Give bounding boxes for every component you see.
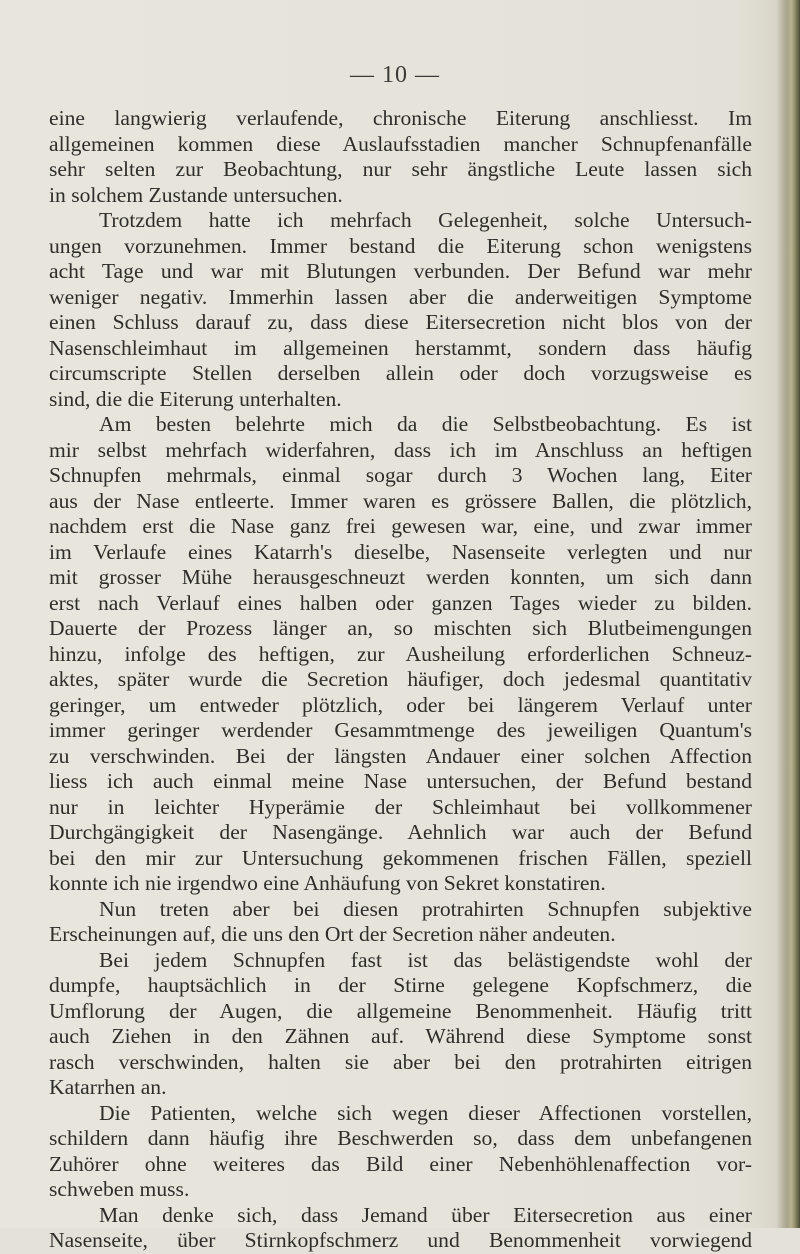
text-line: sind, die die Eiterung unterhalten.	[49, 386, 342, 411]
text-line: rasch verschwinden, halten sie aber bei den protrahirten eitrigen	[49, 1049, 752, 1074]
text-line: ungen vorzunehmen. Immer bestand die Eiterung schon wenigstens	[49, 233, 752, 258]
text-line: circumscripte Stellen derselben allein oder doch vorzugsweise es	[49, 361, 752, 385]
text-line: Erscheinungen auf, die uns den Ort der Secretion näher andeuten.	[49, 922, 616, 946]
text-line: bei den mir zur Untersuchung gekommenen frischen Fällen, speziell	[49, 845, 752, 870]
text-line: Umflorung der Augen, die allgemeine Benommenheit. Häufig tritt	[49, 998, 752, 1023]
text-line: schweben muss.	[49, 1177, 190, 1201]
text-line: immer geringer werdender Gesammtmenge des jeweiligen Quantum's	[49, 718, 752, 742]
text-line: sehr selten zur Beobachtung, nur sehr ängstliche Leute lassen sich	[49, 157, 752, 181]
text-line: Bei jedem Schnupfen fast ist das belästigendste wohl der	[99, 947, 752, 972]
text-line: Durchgängigkeit der Nasengänge. Aehnlich war auch der Befund	[49, 820, 752, 844]
text-line: Nun treten aber bei diesen protrahirten Schnupfen subjektive	[99, 896, 752, 921]
text-line: nur in leichter Hyperämie der Schleimhaut bei vollkommener	[49, 794, 752, 819]
page-edge-shadow	[786, 0, 800, 1228]
text-line: Nasenschleimhaut im allgemeinen herstammt, sondern dass häufig	[49, 335, 752, 360]
text-line: weniger negativ. Immerhin lassen aber die anderweitigen Symptome	[49, 284, 752, 309]
text-line: mit grosser Mühe herausgeschneuzt werden konnten, um sich dann	[49, 565, 752, 589]
text-line: Man denke sich, dass Jemand über Eitersecretion aus einer	[99, 1202, 752, 1227]
text-line: Nasenseite, über Stirnkopfschmerz und Benommenheit vorwiegend	[49, 1228, 752, 1252]
text-line: schildern dann häufig ihre Beschwerden so, dass dem unbefangenen	[49, 1126, 752, 1150]
text-line: aktes, später wurde die Secretion häufiger, doch jedesmal quantitativ	[49, 667, 752, 691]
text-line: geringer, um entweder plötzlich, oder bei längerem Verlauf unter	[49, 692, 752, 717]
text-line: liess ich auch einmal meine Nase untersuchen, der Befund bestand	[49, 769, 752, 793]
text-line: Dauerte der Prozess länger an, so mischten sich Blutbeimengungen	[49, 616, 752, 640]
text-line: Am besten belehrte mich da die Selbstbeobachtung. Es ist	[99, 412, 752, 436]
text-line: dumpfe, hauptsächlich in der Stirne gelegene Kopfschmerz, die	[49, 973, 752, 997]
page-number: — 10 —	[350, 62, 440, 88]
text-line: Die Patienten, welche sich wegen dieser Affectionen vorstellen,	[99, 1100, 752, 1125]
text-line: acht Tage und war mit Blutungen verbunden. Der Befund war mehr	[49, 259, 752, 283]
text-line: zu verschwinden. Bei der längsten Andauer einer solchen Affection	[49, 743, 752, 768]
text-line: konnte ich nie irgendwo eine Anhäufung von Sekret konstatiren.	[49, 871, 606, 895]
text-line: Trotzdem hatte ich mehrfach Gelegenheit, solche Untersuch-	[99, 208, 752, 232]
text-line: auch Ziehen in den Zähnen auf. Während diese Symptome sonst	[49, 1024, 752, 1048]
text-line: eine langwierig verlaufende, chronische Eiterung anschliesst. Im	[49, 106, 752, 130]
text-line: nachdem erst die Nase ganz frei gewesen war, eine, und zwar immer	[49, 514, 752, 538]
text-line: erst nach Verlauf eines halben oder ganzen Tages wieder zu bilden.	[49, 590, 752, 615]
text-line: hinzu, infolge des heftigen, zur Ausheilung erforderlichen Schneuz-	[49, 641, 752, 666]
text-line: Katarrhen an.	[49, 1075, 167, 1099]
body-text	[49, 106, 752, 1254]
text-line: einen Schluss darauf zu, dass diese Eitersecretion nicht blos von der	[49, 310, 752, 334]
text-line: mir selbst mehrfach widerfahren, dass ich im Anschluss an heftigen	[49, 437, 752, 462]
text-line: Schnupfen mehrmals, einmal sogar durch 3 Wochen lang, Eiter	[49, 463, 752, 487]
text-line: allgemeinen kommen diese Auslaufsstadien mancher Schnupfenanfälle	[49, 131, 752, 156]
text-line: aus der Nase entleerte. Immer waren es grössere Ballen, die plötzlich,	[49, 488, 752, 513]
text-line: im Verlaufe eines Katarrh's dieselbe, Nasenseite verlegten und nur	[49, 539, 752, 564]
text-line: Zuhörer ohne weiteres das Bild einer Nebenhöhlenaffection vor-	[49, 1151, 752, 1176]
text-line: in solchem Zustande untersuchen.	[49, 182, 343, 207]
